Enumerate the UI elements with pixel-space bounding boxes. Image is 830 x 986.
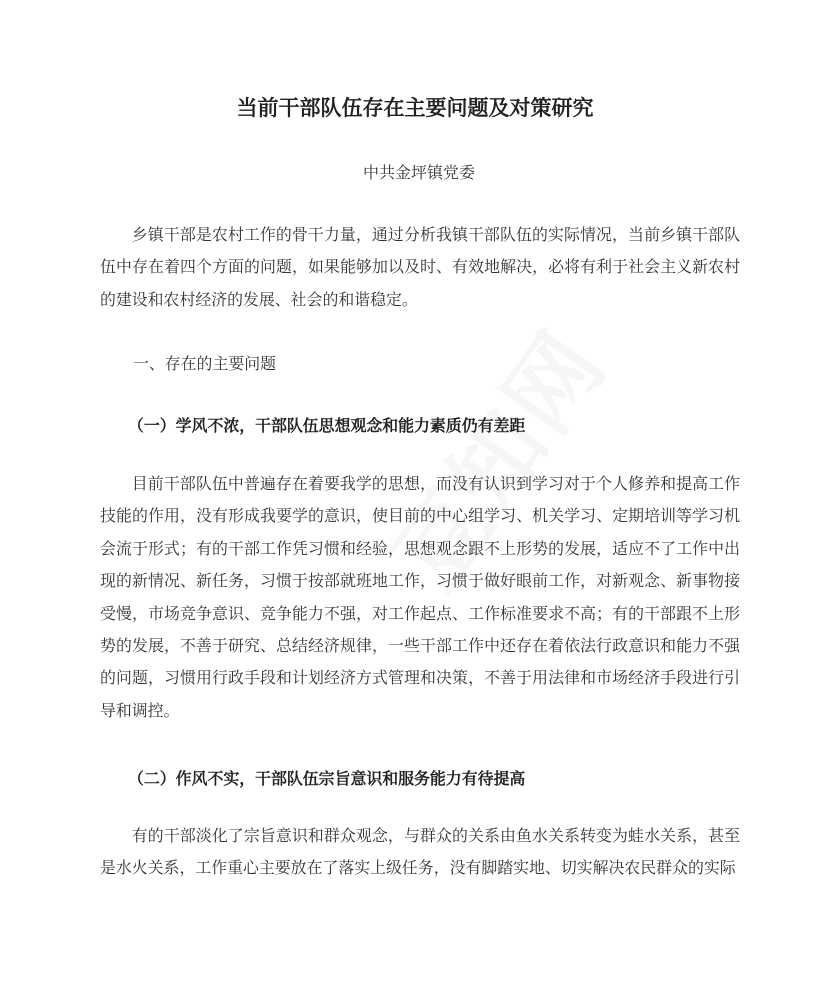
document-title: 当前干部队伍存在主要问题及对策研究 <box>236 96 594 120</box>
subsection-2-body: 有的干部淡化了宗旨意识和群众观念，与群众的关系由鱼水关系转变为蛙水关系，甚至是水火关系，工作重心主要放在了落实上级任务，没有脚踏实地、切实解决农民群众的实际 <box>100 826 740 878</box>
subsection-heading-2: （二）作风不实，干部队伍宗旨意识和服务能力有待提高 <box>128 769 526 788</box>
subsection-heading-1: （一）学风不浓，干部队伍思想观念和能力素质仍有差距 <box>128 416 526 435</box>
document-author: 中共金坪镇党委 <box>362 163 475 182</box>
subsection-1-body: 目前干部队伍中普遍存在着要我学的思想，而没有认识到学习对于个人修养和提高工作技能的作用，没有形成我要学的意识，使目前的中心组学习、机关学习、定期培训等学习机会流于形式；有的干部工作凭习惯和经验，思想观念跟不上形势的发展，适应不了工作中出现的新情况、新任务，习惯于按部就班地工作，习惯于做好眼前工作，对新观念、新事物接受慢，市场竞争意识、竞争能力不强，对工作起点、工作标准要求不高；有的干部跟不上形势的发展，不善于研究、总结经济规律，一些干部工作中还存在着依法行政意识和能力不强的问题，习惯用行政手段和计划经济方式管理和决策，不善于用法律和市场经济手段进行引导和调控。 <box>100 474 740 720</box>
section-heading-1: 一、存在的主要问题 <box>133 354 277 373</box>
intro-paragraph: 乡镇干部是农村工作的骨干力量，通过分析我镇干部队伍的实际情况，当前乡镇干部队伍中存在着四个方面的问题，如果能够加以及时、有效地解决，必将有利于社会主义新农村的建设和农村经济的发展、社会的和谐稳定。 <box>100 225 740 309</box>
